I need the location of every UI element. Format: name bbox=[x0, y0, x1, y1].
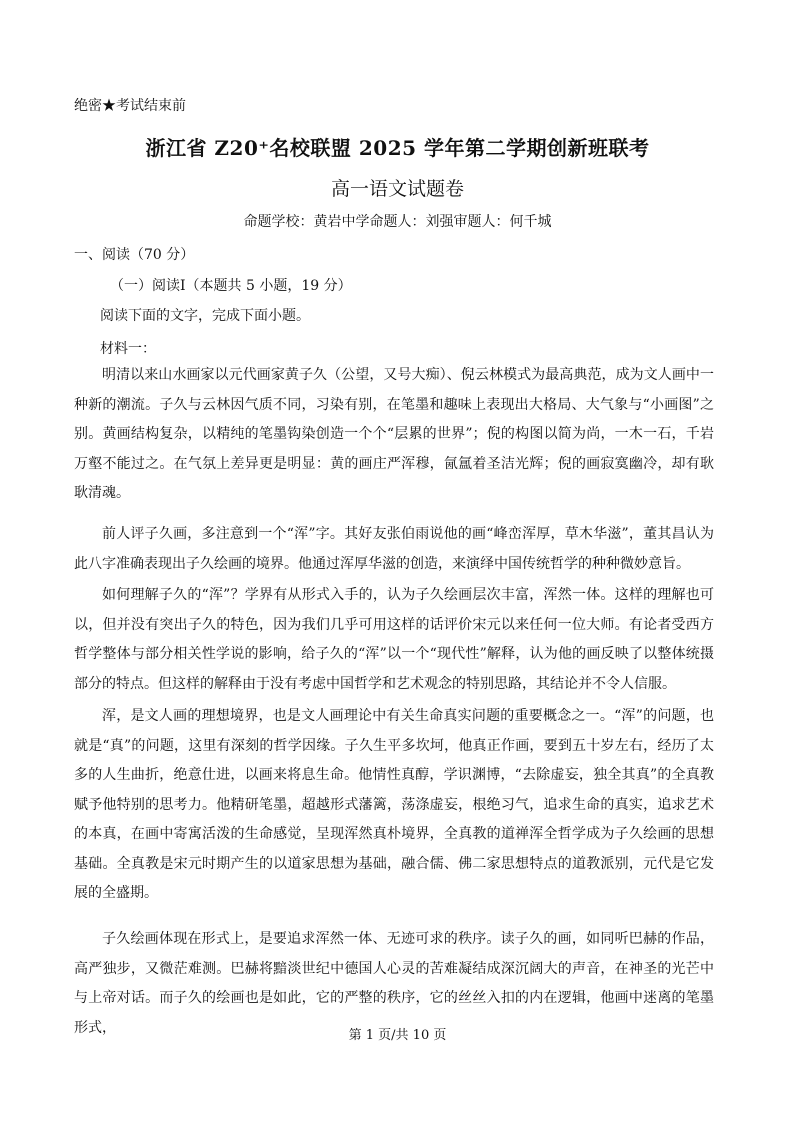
confidential-label: 绝密★考试结束前 bbox=[74, 98, 186, 114]
author-info: 命题学校：黄岩中学命题人：刘强审题人：何千城 bbox=[243, 214, 552, 230]
instruction-text: 阅读下面的文字，完成下面小题。 bbox=[100, 308, 310, 324]
paragraph-1: 明清以来山水画家以元代画家黄子久（公望，又号大痴）、倪云林模式为最高典范，成为文人画中一种新的潮流。子久与云林因气质不同，习染有别，在笔墨和趣味上表现出大格局、大气象与“小画图”之别。黄画结构复杂，以精纯的笔墨钩染创造一个个“层累的世界”；倪的构图以简为尚，一木一石，千岩万壑不能过之。在气氛上差异更是明显：黄的画庄严浑穆，氤氲着圣洁光辉；倪的画寂寞幽冷，却有耿耿清魂。 bbox=[74, 367, 714, 501]
subsection-heading: （一）阅读Ⅰ（本题共 5 小题，19 分） bbox=[110, 278, 352, 294]
paragraph-4: 浑，是文人画的理想境界，也是文人画理论中有关生命真实问题的重要概念之一。“浑”的问题，也就是“真”的问题，这里有深刻的哲学因缘。子久生平多坎坷，他真正作画，要到五十岁左右，经历了太多的人生曲折，绝意仕进，以画来将息生命。他情性真醇，学识渊博，“去除虚妄，独全其真”的全真教赋予他特别的思考力。他精研笔墨，超越形式藩篱，荡涤虚妄，根绝习气，追求生命的真实，追求艺术的本真，在画中寄寓活泼的生命感觉，呈现浑然真朴境界，全真教的道禅浑全哲学成为子久绘画的思想基础。全真教是宋元时期产生的以道家思想为基础，融合儒、佛二家思想特点的道教派别，元代是它发展的全盛期。 bbox=[74, 708, 714, 901]
exam-title: 浙江省 Z20⁺名校联盟 2025 学年第二学期创新班联考 bbox=[145, 136, 650, 160]
paragraph-3: 如何理解子久的“浑”？学界有从形式入手的，认为子久绘画层次丰富，浑然一体。这样的理解也可以，但并没有突出子久的特色，因为我们几乎可用这样的话评价宋元以来任何一位大师。有论者受西方哲学整体与部分相关性学说的影响，给子久的“浑”以一个“现代性”解释，认为他的画反映了以整体统摄部分的特点。但这样的解释由于没有考虑中国哲学和艺术观念的特别思路，其结论并不令人信服。 bbox=[74, 587, 714, 692]
material-label: 材料一： bbox=[100, 341, 156, 357]
page-number: 第 1 页/共 10 页 bbox=[348, 1028, 447, 1043]
exam-subtitle: 高一语文试题卷 bbox=[330, 178, 464, 200]
paragraph-5: 子久绘画体现在形式上，是要追求浑然一体、无迹可求的秩序。读子久的画，如同听巴赫的作品，高严独步，又微茫难测。巴赫将黯淡世纪中德国人心灵的苦难凝结成深沉阔大的声音，在神圣的光芒中与上帝对话。而子久的绘画也是如此，它的严整的秩序，它的丝丝入扣的内在逻辑，他画中迷离的笔墨形式， bbox=[74, 931, 714, 1036]
paragraph-2: 前人评子久画，多注意到一个“浑”字。其好友张伯雨说他的画“峰峦浑厚，草木华滋”，董其昌认为此八字准确表现出子久绘画的境界。他通过浑厚华滋的创造，来演绎中国传统哲学的种种微妙意旨。 bbox=[74, 526, 714, 572]
section-heading: 一、阅读（70 分） bbox=[74, 247, 195, 263]
